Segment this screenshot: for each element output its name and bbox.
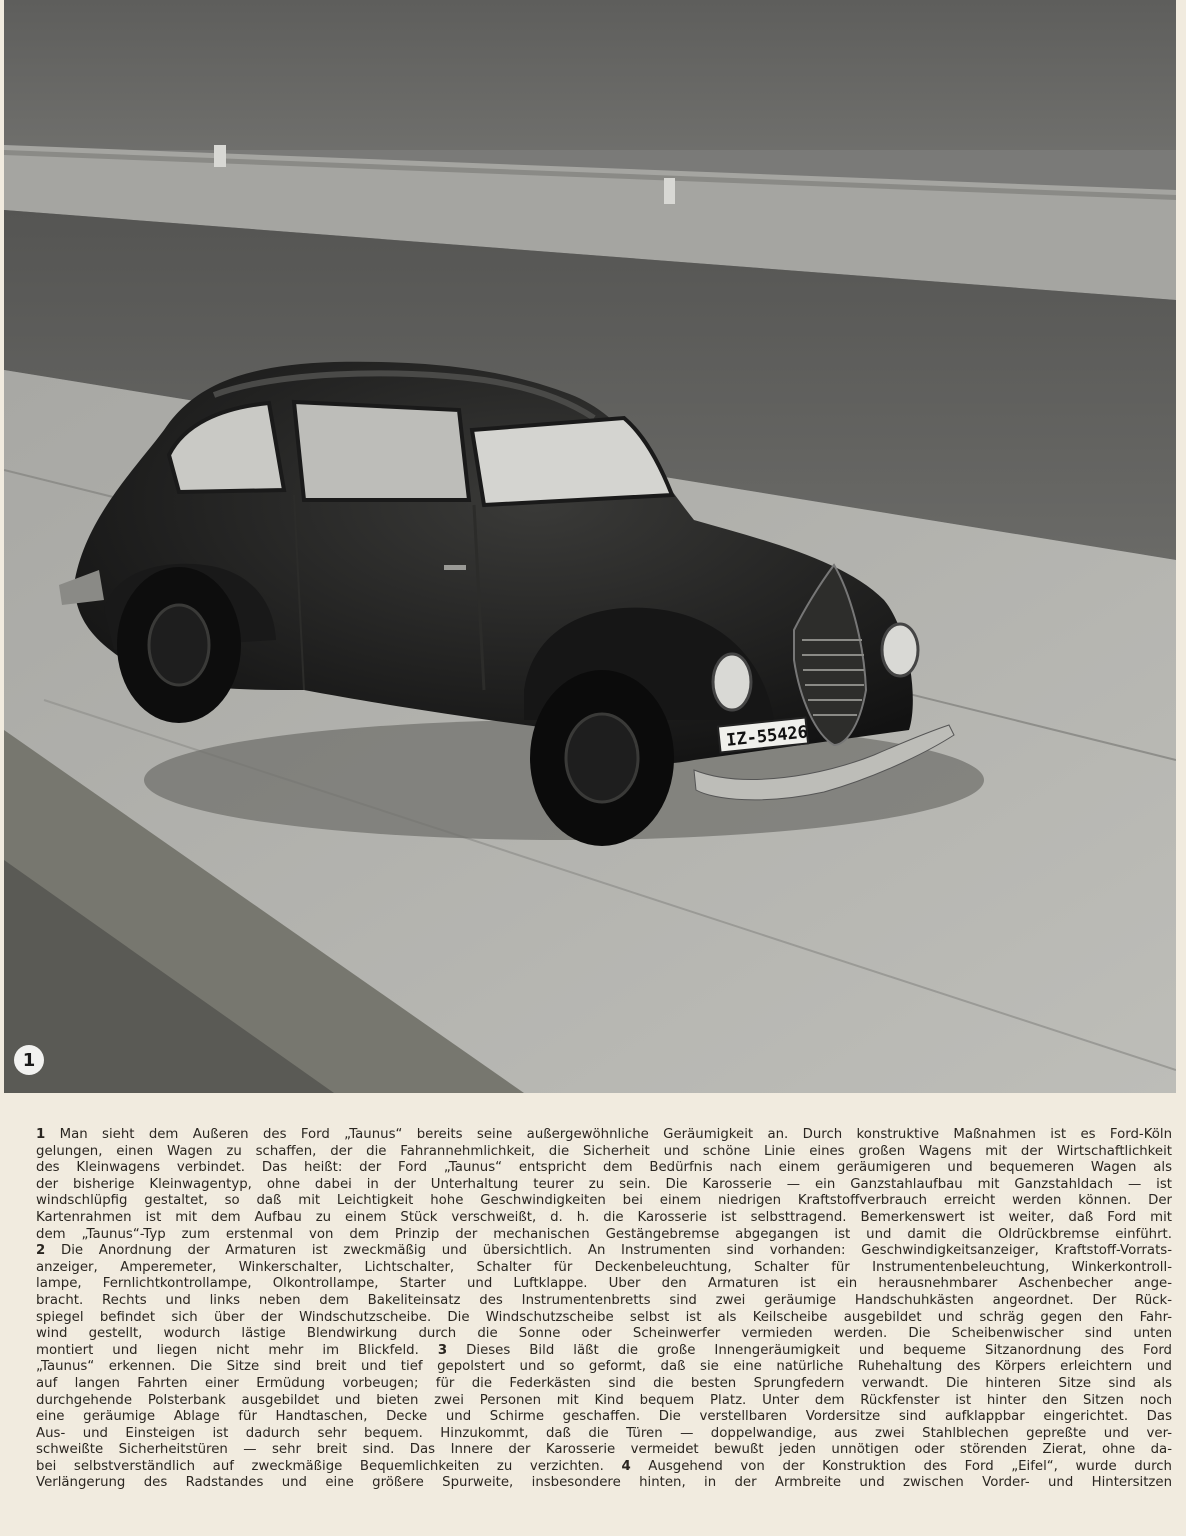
caption-line: spiegel befindet sich über der Windschutzscheibe. Die Windschutzscheibe selbst ist als Keilscheibe ausgebildet und schräg gegen den Fahr- — [36, 1309, 1172, 1325]
caption-line: „Taunus“ erkennen. Die Sitze sind breit und tief gepolstert und so geformt, daß sie eine natürliche Ruhehaltung des Körpers erleichtern und — [36, 1359, 1172, 1375]
section-number: 1 — [36, 1127, 46, 1142]
caption-line: 2 Die Anordnung der Armaturen ist zweckmäßig und übersichtlich. An Instrumenten sind vorhanden: Geschwindigkeitsanzeiger, Kraftstoff-Vorrats- — [36, 1243, 1172, 1259]
license-plate-text: IZ-55426 — [725, 722, 809, 751]
caption-line: montiert und liegen nicht mehr im Blickfeld. 3 Dieses Bild läßt die große Innengeräumigkeit und bequeme Sitzanordnung des Ford — [36, 1342, 1172, 1358]
caption-line: Aus- und Einsteigen ist dadurch sehr bequem. Hinzukommt, daß die Türen — doppelwandige, aus zwei Stahlblechen gepreßte und ver- — [36, 1425, 1172, 1441]
section-number: 4 — [621, 1458, 631, 1474]
caption-line: Verlängerung des Radstandes und eine größere Spurweite, insbesondere hinten, in der Armbreite und zwischen Vorder- und Hintersitzen — [36, 1475, 1172, 1491]
caption-line: bei selbstverständlich auf zweckmäßige Bequemlichkeiten zu verzichten. 4 Ausgehend von der Konstruktion des Ford „Eifel“, wurde durch — [36, 1458, 1172, 1474]
car-photo — [4, 0, 1176, 1093]
ford-taunus-photo-illustration — [4, 0, 1176, 1093]
caption-line: des Kleinwagens verbindet. Das heißt: der Ford „Taunus“ entspricht dem Bedürfnis nach einem geräumigeren und bequemeren Wagen als — [36, 1160, 1172, 1176]
caption-line: lampe, Fernlichtkontrollampe, Ölkontrollampe, Starter und Luftklappe. Über den Armaturen ist ein herausnehmbarer Aschenbecher ange- — [36, 1276, 1172, 1292]
caption-line: dem „Taunus“-Typ zum erstenmal von dem Prinzip der mechanischen Gestängebremse abgegangen ist und damit die Öldrückbremse einführt. — [36, 1226, 1172, 1242]
caption-line: der bisherige Kleinwagentyp, ohne dabei in der Unterhaltung teurer zu sein. Die Karosserie — ein Ganzstahlaufbau mit Ganzstahldach — ist — [36, 1176, 1172, 1192]
caption-line: gelungen, einen Wagen zu schaffen, der die Fahrannehmlichkeit, die Sicherheit und schöne Linie eines großen Wagens mit der Wirtschaftlichkeit — [36, 1143, 1172, 1159]
caption-line: eine geräumige Ablage für Handtaschen, Decke und Schirme geschaffen. Die verstellbaren Vordersitze sind aufklappbar eingerichtet. Das — [36, 1409, 1172, 1425]
caption-text-block — [36, 1127, 1172, 1492]
caption-line: windschlüpfig gestaltet, so daß mit Leichtigkeit hohe Geschwindigkeiten bei einem niedrigen Kraftstoffverbrauch erreicht werden können. Der — [36, 1193, 1172, 1209]
caption-line: auf langen Fahrten einer Ermüdung vorbeugen; für die Federkästen sind die besten Sprungfedern verwandt. Die hinteren Sitze sind als — [36, 1375, 1172, 1391]
caption-line: schweißte Sicherheitstüren — sehr breit sind. Das Innere der Karosserie vermeidet bewußt jeden unnötigen oder störenden Zierat, ohne da- — [36, 1442, 1172, 1458]
caption-line: anzeiger, Amperemeter, Winkerschalter, Lichtschalter, Schalter für Deckenbeleuchtung, Schalter für Instrumentenbeleuchtung, Winkerkontroll- — [36, 1259, 1172, 1275]
caption-line: 1 Man sieht dem Äußeren des Ford „Taunus“ bereits seine außergewöhnliche Geräumigkeit an. Durch konstruktive Maßnahmen ist es Ford-Köln — [36, 1127, 1172, 1142]
caption-line: Kartenrahmen ist mit dem Aufbau zu einem Stück verschweißt, d. h. die Karosserie ist selbsttragend. Bemerkenswert ist weiter, daß Ford mit — [36, 1209, 1172, 1225]
section-number: 2 — [36, 1243, 46, 1259]
caption-line: bracht. Rechts und links neben dem Bakeliteinsatz des Instrumentenbretts sind zwei geräumige Handschuhkästen angeordnet. Der Rück- — [36, 1292, 1172, 1308]
section-number: 3 — [437, 1342, 448, 1358]
figure-number-badge: 1 — [14, 1045, 44, 1075]
caption-line: durchgehende Polsterbank ausgebildet und bieten zwei Personen mit Kind bequem Platz. Unter dem Rückfenster ist hinter den Sitzen noch — [36, 1392, 1172, 1408]
caption-line: wind gestellt, wodurch lästige Blendwirkung durch die Sonne oder Scheinwerfer vermieden werden. Die Scheibenwischer sind unten — [36, 1326, 1172, 1342]
